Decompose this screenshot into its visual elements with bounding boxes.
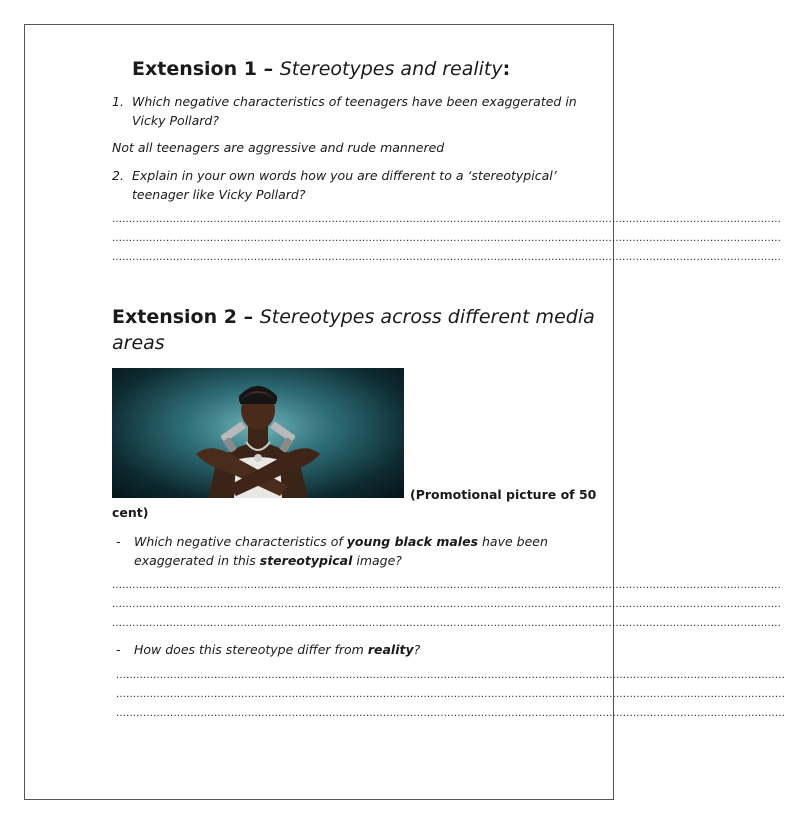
- photo-caption-line2: cent): [112, 505, 149, 520]
- question-1-number: 1.: [112, 94, 124, 109]
- question-3-bullet: -: [116, 534, 121, 549]
- answer-line: ......................................................................................................................................................................................................: [116, 689, 785, 700]
- question-2-number: 2.: [112, 168, 124, 183]
- answer-line: ......................................................................................................................................................................................................: [112, 214, 781, 225]
- answer-line: ......................................................................................................................................................................................................: [116, 670, 785, 681]
- answer-line: ......................................................................................................................................................................................................: [116, 708, 785, 719]
- person-silhouette-icon: [112, 368, 404, 498]
- extension-2-heading: Extension 2 – Stereotypes across different media: [112, 306, 595, 328]
- question-4-bullet: -: [116, 642, 121, 657]
- question-1-answer: Not all teenagers are aggressive and rude mannered: [112, 140, 445, 155]
- answer-line: ......................................................................................................................................................................................................: [112, 233, 781, 244]
- question-3: - Which negative characteristics of young black males have been exaggerated in this stereotypical image?: [116, 534, 548, 568]
- question-1: [112, 92, 582, 130]
- answer-line: ......................................................................................................................................................................................................: [112, 599, 781, 610]
- question-4: - How does this stereotype differ from reality?: [116, 642, 421, 657]
- extension-1-heading: Extension 1 – Stereotypes and reality:: [132, 58, 511, 80]
- promotional-photo: [112, 368, 404, 498]
- answer-line: ......................................................................................................................................................................................................: [112, 252, 781, 263]
- answer-line: ......................................................................................................................................................................................................: [112, 618, 781, 629]
- photo-caption: (Promotional picture of 50: [410, 487, 597, 502]
- question-1-text: Which negative characteristics of teenagers have been exaggerated in Vicky Pollard?: [132, 94, 577, 128]
- extension-2-heading-line2: areas: [112, 332, 165, 354]
- question-2: [112, 166, 582, 204]
- question-2-text: Explain in your own words how you are different to a ‘stereotypical’ teenager like Vicky Pollard?: [132, 168, 557, 202]
- answer-line: ......................................................................................................................................................................................................: [112, 580, 781, 591]
